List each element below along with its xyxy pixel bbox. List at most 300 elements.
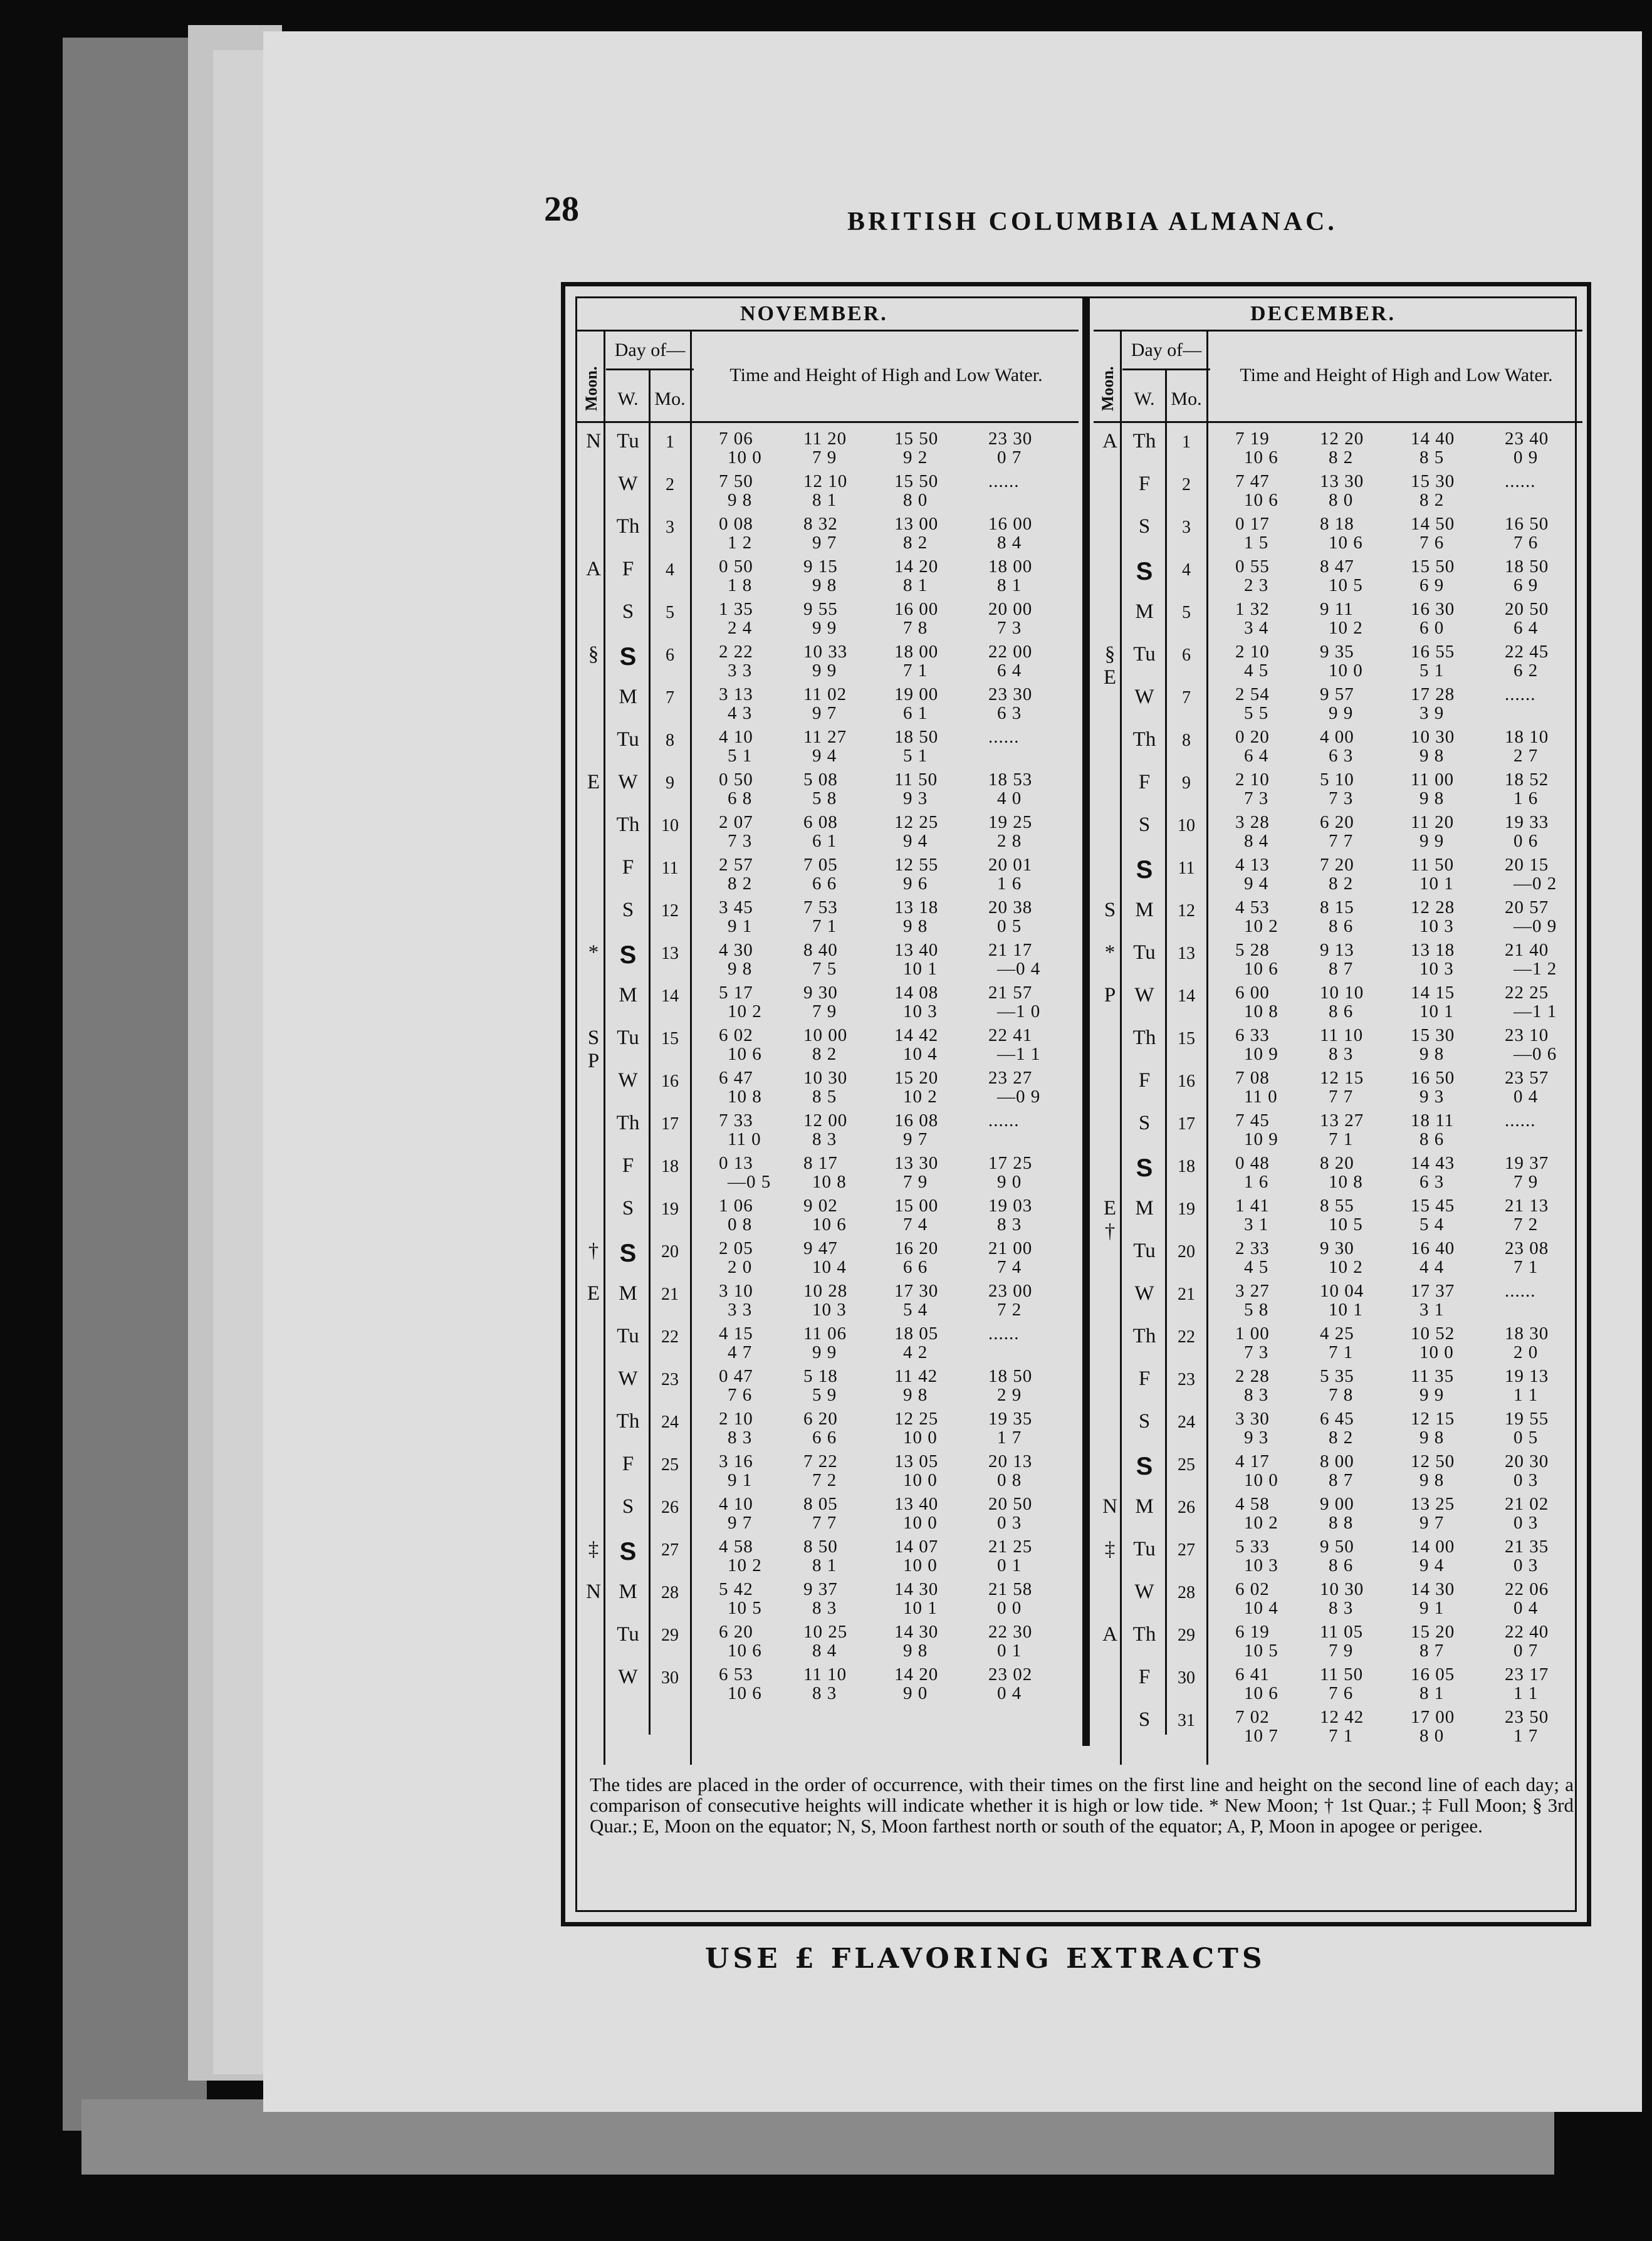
tide-height: 0 0: [997, 1598, 1022, 1618]
tide-height: 8 2: [812, 1044, 837, 1064]
tide-time: 11 27: [803, 727, 847, 747]
tide-height: 7 3: [997, 618, 1022, 638]
day-row: [1094, 813, 1582, 850]
tide-time: 4 15: [719, 1324, 753, 1344]
weekday: Tu: [1133, 941, 1156, 964]
tide-time: 13 18: [1411, 940, 1455, 960]
month-day: 15: [1178, 1029, 1195, 1048]
tide-height: 5 8: [812, 788, 837, 808]
tide-height: 3 3: [728, 661, 753, 681]
month-day: 21: [661, 1285, 679, 1304]
tide-height: 2 9: [997, 1385, 1022, 1405]
month-day: 18: [661, 1157, 679, 1176]
tide-time: 14 40: [1411, 429, 1455, 449]
tide-height: 10 6: [728, 1044, 762, 1064]
weekday: M: [1135, 1197, 1154, 1220]
tide-time: 11 20: [1411, 812, 1455, 832]
day-row: [1094, 1240, 1582, 1276]
weekday-header: W.: [617, 389, 639, 409]
tide-time: 20 50: [988, 1494, 1033, 1514]
tide-time: 18 10: [1505, 727, 1549, 747]
time-height-header: Time and Height of High and Low Water.: [1240, 365, 1553, 385]
tide-time: 4 00: [1320, 727, 1354, 747]
tide-height: 8 3: [1329, 1598, 1354, 1618]
tide-height: 10 1: [1329, 1300, 1363, 1320]
day-row: [577, 899, 1079, 935]
tide-height: 8 3: [1244, 1385, 1269, 1405]
month-day: 6: [1182, 645, 1191, 665]
tide-time: 22 00: [988, 642, 1033, 662]
tide-height: 7 1: [1329, 1726, 1354, 1746]
tide-time: 6 33: [1235, 1025, 1270, 1045]
page-number: 28: [544, 190, 579, 229]
tide-height: 8 2: [1329, 1428, 1354, 1448]
day-row: [577, 1495, 1079, 1532]
day-row: [577, 1240, 1079, 1276]
tide-height: 10 3: [903, 1001, 938, 1021]
tide-time: 18 05: [894, 1324, 939, 1344]
tide-time: 11 10: [1320, 1025, 1364, 1045]
tide-time: 14 20: [894, 556, 939, 577]
tide-height: 10 4: [812, 1257, 847, 1277]
day-row: [1094, 1623, 1582, 1659]
tide-time: 16 08: [894, 1110, 939, 1131]
tide-time: 11 35: [1411, 1366, 1455, 1386]
tide-time: 6 20: [719, 1622, 753, 1642]
tide-time: 15 00: [894, 1196, 939, 1216]
header-rule: [1094, 330, 1582, 332]
tide-time: 4 53: [1235, 897, 1270, 917]
tide-time: 18 53: [988, 770, 1033, 790]
tide-height: 10 0: [1329, 661, 1363, 681]
tide-time: 23 17: [1505, 1664, 1549, 1685]
month-day: 9: [1182, 773, 1191, 793]
tide-time: 12 20: [1320, 429, 1364, 449]
tide-time: 19 25: [988, 812, 1033, 832]
tide-height: 2 3: [1244, 575, 1269, 595]
tide-height: 9 8: [812, 575, 837, 595]
tide-time: 6 08: [803, 812, 838, 832]
tide-height: 0 1: [997, 1555, 1022, 1575]
tide-time: 19 55: [1505, 1409, 1549, 1429]
tide-height: 7 3: [728, 831, 753, 851]
tide-time: 18 00: [988, 556, 1033, 577]
tide-height: 6 4: [1513, 618, 1539, 638]
tide-time: 14 50: [1411, 514, 1455, 534]
month-day: 11: [1178, 859, 1195, 878]
day-row: [1094, 1538, 1582, 1574]
tide-height: 10 2: [1329, 618, 1363, 638]
month-day: 4: [1182, 560, 1191, 580]
month-day: 21: [1178, 1285, 1195, 1304]
tide-time: 5 28: [1235, 940, 1270, 960]
tide-time: 16 00: [894, 599, 939, 619]
month-day: 16: [661, 1072, 679, 1091]
moon-phase-mark: *: [1104, 941, 1116, 964]
tide-time: 10 33: [803, 642, 848, 662]
tide-time: 7 53: [803, 897, 838, 917]
tide-height: 4 5: [1244, 1257, 1269, 1277]
day-row: [1094, 1367, 1582, 1404]
tide-height: 10 5: [1329, 575, 1363, 595]
tide-time: 15 50: [1411, 556, 1455, 577]
weekday: W: [618, 1069, 638, 1092]
month-day: 19: [661, 1199, 679, 1219]
tide-time: 9 37: [803, 1579, 838, 1599]
weekday: S: [1136, 1453, 1153, 1480]
weekday: M: [1135, 1495, 1154, 1518]
tide-time: 18 52: [1505, 770, 1549, 790]
tide-height: 5 8: [1244, 1300, 1269, 1320]
tide-time: 11 06: [803, 1324, 847, 1344]
tide-time: 6 02: [719, 1025, 753, 1045]
tide-height: 10 2: [728, 1001, 762, 1021]
month-day: 8: [1182, 731, 1191, 750]
tide-time: 16 50: [1411, 1068, 1455, 1088]
moon-phase-mark: ‡: [1104, 1538, 1116, 1560]
tide-time: 19 37: [1505, 1153, 1549, 1173]
day-row: [577, 941, 1079, 978]
weekday: Tu: [617, 430, 639, 452]
tide-height: 8 1: [1419, 1683, 1445, 1703]
tide-height: 6 3: [1419, 1172, 1445, 1192]
tide-time: 19 00: [894, 684, 939, 704]
moon-phase-mark: A: [1102, 430, 1117, 452]
tide-height: 0 8: [728, 1215, 753, 1235]
month-day: 18: [1178, 1157, 1195, 1176]
tide-height: 7 1: [903, 661, 928, 681]
tide-time: 18 50: [988, 1366, 1033, 1386]
tide-height: 10 5: [1329, 1215, 1363, 1235]
tide-height: 5 1: [1419, 661, 1445, 681]
weekday: M: [1135, 600, 1154, 623]
moon-phase-mark: A: [1102, 1623, 1117, 1646]
tide-height: 9 9: [812, 618, 837, 638]
tide-time: 9 00: [1320, 1494, 1354, 1514]
month-day: 25: [661, 1455, 679, 1475]
day-row: [577, 1154, 1079, 1191]
day-row: [577, 643, 1079, 679]
weekday: S: [622, 1495, 634, 1518]
weekday: W: [1134, 1580, 1154, 1603]
day-row: [577, 856, 1079, 892]
tide-time: 16 55: [1411, 642, 1455, 662]
month-day: 13: [661, 944, 679, 963]
tide-height: 10 6: [728, 1641, 762, 1661]
tide-height: 6 4: [997, 661, 1022, 681]
weekday: S: [1136, 558, 1153, 585]
month-day: 13: [1178, 944, 1195, 963]
tide-time: 7 08: [1235, 1068, 1270, 1088]
tide-time: 19 35: [988, 1409, 1033, 1429]
tide-height: 10 8: [1244, 1001, 1278, 1021]
day-row: [1094, 1580, 1582, 1617]
weekday: S: [622, 1197, 634, 1220]
weekday: Tu: [1133, 1240, 1156, 1262]
moon-header: Moon.: [582, 366, 600, 411]
tide-time: 11 02: [803, 684, 847, 704]
tide-height: 11 0: [1244, 1087, 1278, 1107]
day-row: [577, 984, 1079, 1020]
tide-time: 7 50: [719, 471, 753, 491]
day-row: [577, 813, 1079, 850]
tide-height: 5 5: [1244, 703, 1269, 723]
tide-height: 9 8: [1419, 1044, 1445, 1064]
day-row: [1094, 473, 1582, 509]
tide-height: 7 9: [812, 447, 837, 468]
tide-height: 9 8: [903, 916, 928, 936]
tide-time: 18 50: [1505, 556, 1549, 577]
november-table: [577, 298, 1079, 1765]
tide-height: 7 3: [1244, 788, 1269, 808]
tide-height: 4 2: [903, 1342, 928, 1362]
tide-time: 12 28: [1411, 897, 1455, 917]
tide-time: 15 30: [1411, 471, 1455, 491]
weekday: F: [1138, 1069, 1151, 1092]
tide-time: 20 00: [988, 599, 1033, 619]
tide-time: 14 43: [1411, 1153, 1455, 1173]
tide-height: 10 0: [1244, 1470, 1278, 1490]
tide-height: 0 4: [1513, 1598, 1539, 1618]
day-row: [1094, 1453, 1582, 1489]
tide-time: 3 10: [719, 1281, 753, 1301]
tide-height: 10 1: [903, 959, 938, 979]
tide-height: 9 2: [903, 447, 928, 468]
tide-time: 13 27: [1320, 1110, 1364, 1131]
day-row: [577, 1538, 1079, 1574]
tide-height: 7 6: [1329, 1683, 1354, 1703]
day-row: [577, 1325, 1079, 1361]
tide-time: ......: [1505, 1281, 1536, 1301]
month-day: 23: [1178, 1370, 1195, 1389]
tide-time: 14 08: [894, 983, 939, 1003]
tide-height: 10 6: [1244, 447, 1278, 468]
weekday: S: [1138, 1708, 1151, 1731]
tide-time: 20 13: [988, 1451, 1033, 1471]
moon-phase-mark: S P: [587, 1026, 600, 1072]
tide-height: —0 9: [997, 1087, 1041, 1107]
tide-height: 9 8: [728, 959, 753, 979]
tide-height: 6 6: [903, 1257, 928, 1277]
tide-height: 2 0: [728, 1257, 753, 1277]
tide-time: 3 13: [719, 684, 753, 704]
tide-time: 14 30: [894, 1579, 939, 1599]
day-row: [1094, 1410, 1582, 1446]
month-day: 24: [661, 1413, 679, 1432]
weekday: F: [622, 1453, 634, 1475]
tide-height: 9 7: [1419, 1513, 1445, 1533]
tide-height: 5 4: [903, 1300, 928, 1320]
tide-time: 12 00: [803, 1110, 848, 1131]
tide-time: 22 06: [1505, 1579, 1549, 1599]
tide-height: 10 1: [1419, 1001, 1454, 1021]
tide-height: 0 9: [1513, 447, 1539, 468]
tide-height: 8 1: [997, 575, 1022, 595]
tide-height: 9 8: [903, 1641, 928, 1661]
tide-height: 6 9: [1513, 575, 1539, 595]
tide-height: 8 1: [903, 575, 928, 595]
tide-time: 12 15: [1320, 1068, 1364, 1088]
tide-height: 7 9: [1329, 1641, 1354, 1661]
tide-height: 7 6: [1419, 533, 1445, 553]
day-row: [1094, 1495, 1582, 1532]
tide-time: 10 52: [1411, 1324, 1455, 1344]
tide-time: 23 02: [988, 1664, 1033, 1685]
tide-footnote: The tides are placed in the order of occurrence, with their times on the first line and height on the second line of each day; a comparison of consecutive heights will indicate whether it is high or low tide. * New Moon; † 1st Quar.; ‡ Full Moon; § 3rd Quar.; E, Moon on the equator; N, S, Moon farthest north or south of the equator; A, P, Moon in apogee or perigee.: [590, 1773, 1574, 1837]
tide-height: 4 4: [1419, 1257, 1445, 1277]
tide-height: 9 9: [1419, 831, 1445, 851]
tide-height: —1 1: [997, 1044, 1041, 1064]
tide-height: 9 0: [997, 1172, 1022, 1192]
tide-time: 3 16: [719, 1451, 753, 1471]
columns-rule: [577, 421, 1079, 423]
tide-time: 2 10: [1235, 642, 1270, 662]
weekday: Tu: [617, 728, 639, 751]
tide-time: 9 30: [803, 983, 838, 1003]
tide-time: 13 30: [1320, 471, 1364, 491]
tide-height: 10 3: [812, 1300, 847, 1320]
tide-height: 8 6: [1419, 1129, 1445, 1149]
tide-height: 9 7: [812, 703, 837, 723]
day-row: [1094, 686, 1582, 722]
weekday: S: [619, 1240, 637, 1267]
tide-height: 7 9: [812, 1001, 837, 1021]
tide-height: 8 4: [812, 1641, 837, 1661]
tide-height: 7 1: [1513, 1257, 1539, 1277]
tide-height: 10 6: [812, 1215, 847, 1235]
weekday: W: [1134, 1282, 1154, 1305]
tide-height: 0 4: [1513, 1087, 1539, 1107]
tide-height: —0 4: [997, 959, 1041, 979]
tide-height: 8 2: [1329, 874, 1354, 894]
tide-time: 4 25: [1320, 1324, 1354, 1344]
tide-height: 8 3: [1329, 1044, 1354, 1064]
tide-height: 10 0: [903, 1428, 938, 1448]
tide-height: 10 0: [903, 1513, 938, 1533]
tide-time: 23 30: [988, 684, 1033, 704]
month-day: 26: [1178, 1498, 1195, 1517]
tide-table-frame: [561, 282, 1591, 1926]
tide-time: 16 30: [1411, 599, 1455, 619]
tide-height: 6 1: [903, 703, 928, 723]
tide-time: 2 28: [1235, 1366, 1270, 1386]
weekday: Th: [616, 813, 640, 836]
tide-time: 20 01: [988, 855, 1033, 875]
month-day: 14: [1178, 986, 1195, 1006]
tide-time: 8 20: [1320, 1153, 1354, 1173]
tide-time: 14 20: [894, 1664, 939, 1685]
weekday: S: [1136, 856, 1153, 884]
day-row: [577, 728, 1079, 765]
month-day: 1: [1182, 432, 1191, 452]
tide-height: 7 2: [812, 1470, 837, 1490]
tide-time: 10 30: [1411, 727, 1455, 747]
day-row: [577, 473, 1079, 509]
tide-height: 7 6: [728, 1385, 753, 1405]
tide-height: 6 3: [1329, 746, 1354, 766]
tide-time: 4 30: [719, 940, 753, 960]
tide-time: 1 06: [719, 1196, 753, 1216]
moon-phase-mark: ‡: [588, 1538, 599, 1560]
moon-phase-mark: N: [586, 1580, 601, 1603]
tide-height: 8 3: [728, 1428, 753, 1448]
month-day: 17: [1178, 1114, 1195, 1134]
month-day: 14: [661, 986, 679, 1006]
tide-time: 11 50: [1320, 1664, 1364, 1685]
day-row: [1094, 771, 1582, 807]
day-row: [1094, 642, 1582, 689]
day-row: [1094, 941, 1582, 978]
tide-time: 8 18: [1320, 514, 1354, 534]
tide-height: 1 5: [1244, 533, 1269, 553]
day-row: [577, 1623, 1079, 1659]
tide-time: 10 04: [1320, 1281, 1364, 1301]
tide-height: 8 8: [1329, 1513, 1354, 1533]
tide-time: 10 30: [1320, 1579, 1364, 1599]
weekday-header: W.: [1134, 389, 1155, 409]
tide-height: 9 0: [903, 1683, 928, 1703]
moon-phase-mark: †: [588, 1240, 599, 1262]
weekday: M: [619, 984, 637, 1006]
month-day: 12: [661, 901, 679, 921]
tide-height: 0 3: [1513, 1470, 1539, 1490]
tide-time: ......: [988, 727, 1020, 747]
month-title: NOVEMBER.: [740, 302, 888, 325]
day-row: [577, 1580, 1079, 1617]
month-day: 6: [666, 645, 674, 665]
tide-height: 9 3: [903, 788, 928, 808]
tide-height: 7 4: [903, 1215, 928, 1235]
month-day: 20: [661, 1242, 679, 1262]
month-day: 16: [1178, 1072, 1195, 1091]
moon-phase-mark: A: [586, 558, 601, 580]
weekday: Tu: [617, 1325, 639, 1347]
weekday: Th: [1132, 1325, 1156, 1347]
tide-time: 0 08: [719, 514, 753, 534]
tide-time: 23 50: [1505, 1707, 1549, 1727]
tide-height: 7 1: [1329, 1342, 1354, 1362]
tide-time: 11 00: [1411, 770, 1455, 790]
tide-time: ......: [988, 471, 1020, 491]
day-row: [577, 686, 1079, 722]
tide-height: 6 6: [812, 1428, 837, 1448]
tide-height: 7 1: [1329, 1129, 1354, 1149]
weekday: F: [1138, 1666, 1151, 1688]
weekday: Tu: [1133, 1538, 1156, 1560]
tide-height: 1 6: [1513, 788, 1539, 808]
tide-time: 14 42: [894, 1025, 939, 1045]
weekday: S: [1138, 813, 1151, 836]
day-row: [577, 1197, 1079, 1233]
tide-time: 22 41: [988, 1025, 1033, 1045]
tide-time: 6 02: [1235, 1579, 1270, 1599]
month-day: 20: [1178, 1242, 1195, 1262]
moon-phase-mark: § E: [1103, 643, 1117, 689]
tide-height: 10 6: [1244, 490, 1278, 510]
day-row: [577, 1453, 1079, 1489]
tide-height: 9 6: [903, 874, 928, 894]
tide-height: 1 1: [1513, 1683, 1539, 1703]
tide-time: 8 05: [803, 1494, 838, 1514]
tide-height: —1 0: [997, 1001, 1041, 1021]
tide-time: 23 08: [1505, 1238, 1549, 1258]
tide-time: 8 40: [803, 940, 838, 960]
tide-height: 10 3: [1419, 959, 1454, 979]
tide-height: 9 9: [1419, 1385, 1445, 1405]
tide-table: [575, 296, 1577, 1912]
tide-height: 3 4: [1244, 618, 1269, 638]
tide-height: 0 5: [1513, 1428, 1539, 1448]
